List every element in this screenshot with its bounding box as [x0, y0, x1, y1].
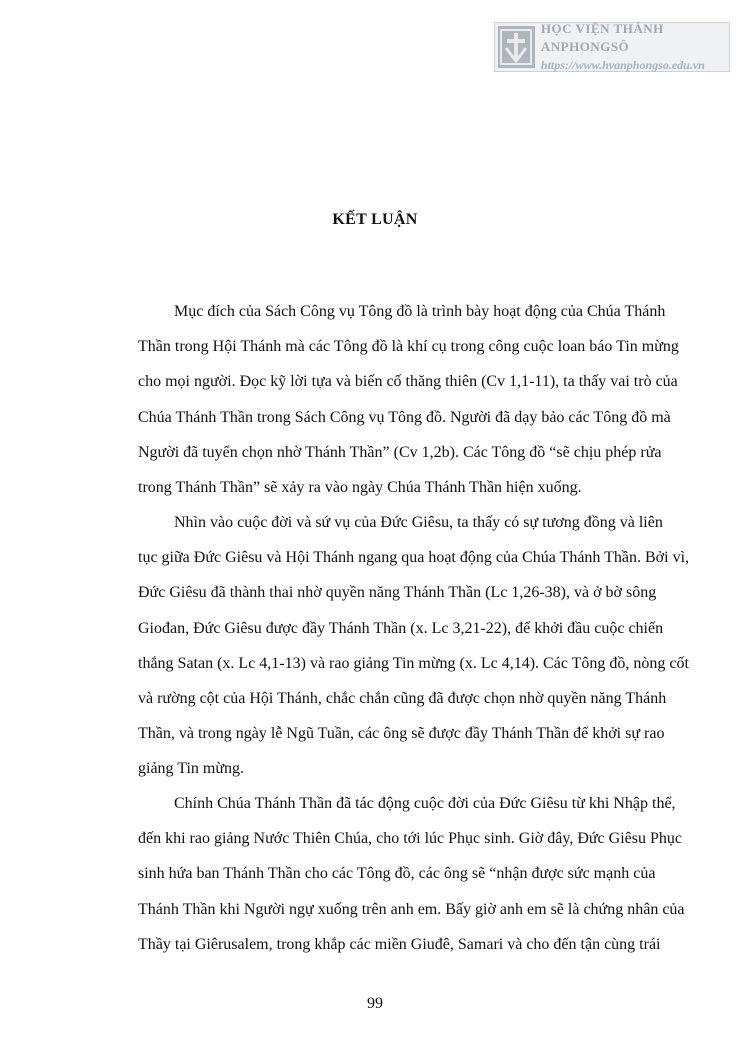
text-line: và rường cột của Hội Thánh, chắc chắn cũng đã được chọn nhờ quyền năng Thánh [138, 690, 667, 708]
text-line: trong Thánh Thần” sẽ xảy ra vào ngày Chúa Thánh Thần hiện xuống. [138, 479, 582, 497]
text-line: đến khi rao giảng Nước Thiên Chúa, cho tới lúc Phục sinh. Giờ đây, Đức Giêsu Phục [138, 830, 682, 848]
text-line: giảng Tin mừng. [138, 760, 245, 778]
watermark-title: HỌC VIỆN THÁNH ANPHONGSÔ [540, 21, 664, 54]
text-line: Nhìn vào cuộc đời và sứ vụ của Đức Giêsu, ta thấy có sự tương đồng và liên [174, 514, 663, 531]
text-line: Thánh Thần khi Người ngự xuống trên anh em. Bấy giờ anh em sẽ là chứng nhân của [138, 900, 685, 918]
page-number: 99 [367, 995, 383, 1012]
watermark-logo [494, 22, 730, 72]
text-line: Thần, và trong ngày lễ Ngũ Tuần, các ông sẽ được đầy Thánh Thần để khởi sự rao [138, 725, 665, 743]
text-line: Người đã tuyển chọn nhờ Thánh Thần” (Cv 1,2b). Các Tông đồ “sẽ chịu phép rửa [138, 443, 662, 461]
text-line: thắng Satan (x. Lc 4,1-13) và rao giảng Tin mừng (x. Lc 4,14). Các Tông đồ, nòng cốt [138, 654, 689, 672]
academy-emblem-icon [498, 26, 535, 68]
text-line: Chúa Thánh Thần trong Sách Công vụ Tông đồ. Người đã dạy bảo các Tông đồ mà [138, 408, 671, 426]
text-line: Mục đích của Sách Công vụ Tông đồ là trình bày hoạt động của Chúa Thánh [174, 303, 666, 320]
text-line: Giođan, Đức Giêsu được đầy Thánh Thần (x. Lc 3,21-22), để khởi đầu cuộc chiến [138, 619, 664, 637]
text-line: Đức Giêsu đã thành thai nhờ quyền năng Thánh Thần (Lc 1,26-38), và ở bờ sông [138, 584, 657, 602]
text-line: Thầy tại Giêrusalem, trong khắp các miền Giuđê, Samari và cho đến tận cùng trái [138, 935, 661, 953]
paragraph-2 [138, 505, 690, 787]
chapter-heading: KẾT LUẬN [332, 211, 418, 228]
text-line: sinh hứa ban Thánh Thần cho các Tông đồ, các ông sẽ “nhận được sức mạnh của [138, 865, 656, 883]
paragraph-1 [138, 294, 679, 505]
text-line: tục giữa Đức Giêsu và Hội Thánh ngang qua hoạt động của Chúa Thánh Thần. Bởi vì, [138, 549, 690, 567]
text-line: Thần trong Hội Thánh mà các Tông đồ là khí cụ trong công cuộc loan báo Tin mừng [138, 338, 679, 356]
watermark-url: https://www.hvanphongso.edu.vn [540, 58, 705, 72]
text-line: cho mọi người. Đọc kỹ lời tựa và biến cố thăng thiên (Cv 1,1-11), ta thấy vai trò của [138, 373, 678, 391]
paragraph-3 [138, 786, 685, 962]
text-line: Chính Chúa Thánh Thần đã tác động cuộc đời của Đức Giêsu từ khi Nhập thể, [174, 795, 676, 812]
